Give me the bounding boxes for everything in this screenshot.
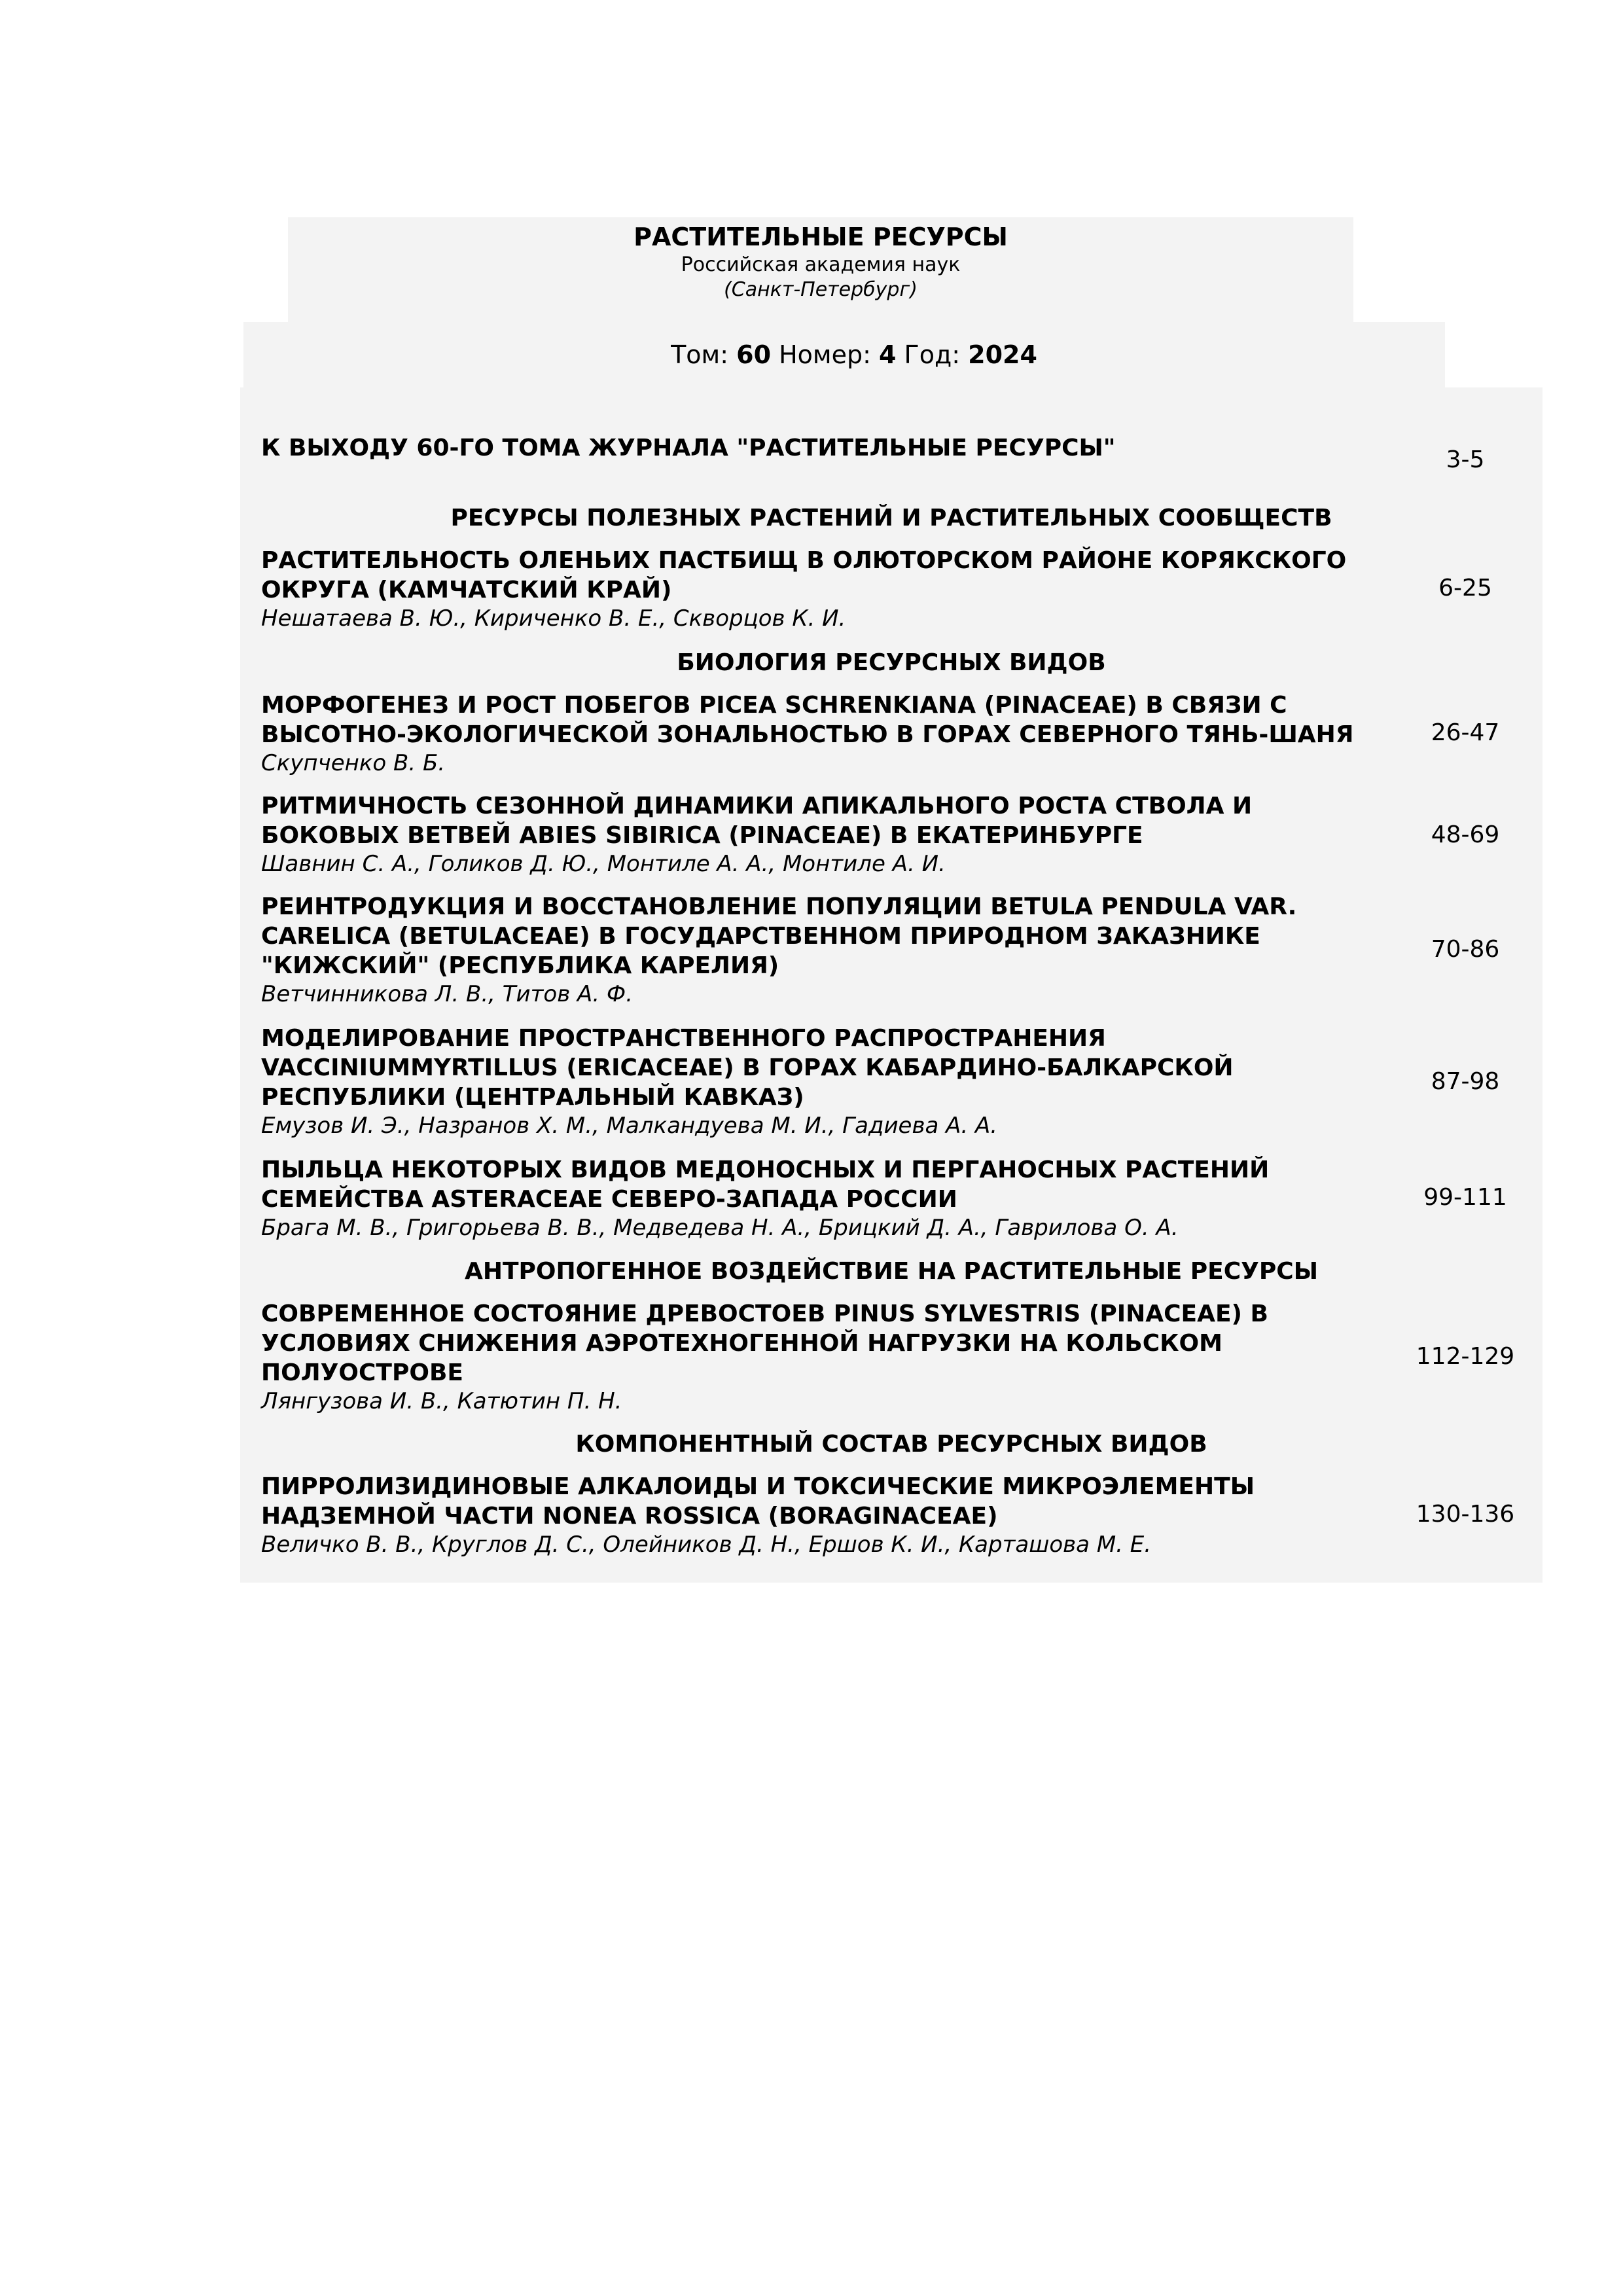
article-pages: 99-111 xyxy=(1423,1184,1507,1211)
article-pages: 130-136 xyxy=(1416,1501,1515,1528)
article-pages: 87-98 xyxy=(1431,1068,1500,1095)
organization: Российская академия наук xyxy=(681,253,961,276)
section-heading: БИОЛОГИЯ РЕСУРСНЫХ ВИДОВ xyxy=(677,649,1106,676)
section-heading: АНТРОПОГЕННОЕ ВОЗДЕЙСТВИЕ НА РАСТИТЕЛЬНЫЕ РЕСУРСЫ xyxy=(464,1258,1319,1285)
article-title: ПИРРОЛИЗИДИНОВЫЕ АЛКАЛОИДЫ И ТОКСИЧЕСКИЕ МИКРОЭЛЕМЕНТЫ НАДЗЕМНОЙ ЧАСТИ NONEA ROSSICA (BORAGINACEAE) xyxy=(261,1473,1255,1530)
article-title: РЕИНТРОДУКЦИЯ И ВОССТАНОВЛЕНИЕ ПОПУЛЯЦИИ BETULA PENDULA VAR. CARELICA (BETULACEAE) В ГОСУДАРСТВЕННОМ ПРИРОДНОМ ЗАКАЗНИКЕ "КИЖСКИЙ" (РЕСПУБЛИКА КАРЕЛИЯ) xyxy=(261,893,1297,979)
toc-entry[interactable] xyxy=(261,1155,1507,1242)
article-authors: Емузов И. Э., Назранов Х. М., Малкандуева М. И., Гадиева А. А. xyxy=(261,1113,998,1139)
toc-entry[interactable] xyxy=(261,1024,1500,1139)
article-authors: Шавнин С. А., Голиков Д. Ю., Монтиле А. А., Монтиле А. И. xyxy=(261,851,946,877)
issue-info xyxy=(243,322,1445,387)
article-title: РАСТИТЕЛЬНОСТЬ ОЛЕНЬИХ ПАСТБИЩ В ОЛЮТОРСКОМ РАЙОНЕ КОРЯКСКОГО ОКРУГА (КАМЧАТСКИЙ КРАЙ) xyxy=(261,547,1347,603)
volume-label: Том: xyxy=(671,340,729,369)
article-authors: Величко В. В., Круглов Д. С., Олейников Д. Н., Ершов К. И., Карташова М. Е. xyxy=(261,1532,1152,1558)
article-title: ПЫЛЬЦА НЕКОТОРЫХ ВИДОВ МЕДОНОСНЫХ И ПЕРГАНОСНЫХ РАСТЕНИЙ СЕМЕЙСТВА ASTERACEAE СЕВЕРО-ЗАПАДА РОССИИ xyxy=(261,1157,1270,1213)
journal-title: РАСТИТЕЛЬНЫЕ РЕСУРСЫ xyxy=(633,223,1008,251)
article-authors: Ветчинникова Л. В., Титов А. Ф. xyxy=(261,981,633,1007)
year-label: Год: xyxy=(904,340,961,369)
toc-entry[interactable] xyxy=(261,546,1491,632)
article-pages: 6-25 xyxy=(1438,575,1492,601)
journal-header xyxy=(288,217,1353,322)
article-authors: Брага М. В., Григорьева В. В., Медведева Н. А., Брицкий Д. А., Гаврилова О. А. xyxy=(261,1215,1179,1241)
year-value: 2024 xyxy=(968,340,1037,369)
section-heading: КОМПОНЕНТНЫЙ СОСТАВ РЕСУРСНЫХ ВИДОВ xyxy=(575,1431,1207,1458)
city: (Санкт-Петербург) xyxy=(724,278,918,301)
article-pages: 48-69 xyxy=(1431,821,1500,848)
toc-entry[interactable] xyxy=(261,1299,1515,1415)
article-pages: 112-129 xyxy=(1416,1343,1515,1370)
article-authors: Скупченко В. Б. xyxy=(261,750,446,776)
toc-entry[interactable] xyxy=(261,1472,1515,1558)
article-title: К ВЫХОДУ 60-ГО ТОМА ЖУРНАЛА "РАСТИТЕЛЬНЫЕ РЕСУРСЫ" xyxy=(261,435,1116,461)
article-authors: Нешатаева В. Ю., Кириченко В. Е., Скворцов К. И. xyxy=(261,605,846,632)
toc-entry[interactable] xyxy=(261,791,1500,878)
article-authors: Лянгузова И. В., Катютин П. Н. xyxy=(261,1388,622,1414)
section-heading: РЕСУРСЫ ПОЛЕЗНЫХ РАСТЕНИЙ И РАСТИТЕЛЬНЫХ СООБЩЕСТВ xyxy=(450,505,1332,531)
article-title: РИТМИЧНОСТЬ СЕЗОННОЙ ДИНАМИКИ АПИКАЛЬНОГО РОСТА СТВОЛА И БОКОВЫХ ВЕТВЕЙ ABIES SIBIRICA (PINACEAE) В ЕКАТЕРИНБУРГЕ xyxy=(261,793,1253,849)
article-title: МОДЕЛИРОВАНИЕ ПРОСТРАНСТВЕННОГО РАСПРОСТРАНЕНИЯ VACCINIUMMYRTILLUS (ERICACEAE) В ГОРАХ КАБАРДИНО-БАЛКАРСКОЙ РЕСПУБЛИКИ (ЦЕНТРАЛЬНЫЙ КАВКАЗ) xyxy=(261,1025,1234,1111)
article-pages: 26-47 xyxy=(1431,719,1500,746)
article-title: СОВРЕМЕННОЕ СОСТОЯНИЕ ДРЕВОСТОЕВ PINUS SYLVESTRIS (PINACEAE) В УСЛОВИЯХ СНИЖЕНИЯ АЭРОТЕХНОГЕННОЙ НАГРУЗКИ НА КОЛЬСКОМ ПОЛУОСТРОВЕ xyxy=(261,1300,1268,1386)
article-pages: 3-5 xyxy=(1446,446,1485,473)
issue-label: Номер: xyxy=(779,340,871,369)
volume-value: 60 xyxy=(736,340,772,369)
article-pages: 70-86 xyxy=(1431,936,1500,963)
table-of-contents xyxy=(240,387,1543,1583)
article-title: МОРФОГЕНЕЗ И РОСТ ПОБЕГОВ PICEA SCHRENKIANA (PINACEAE) В СВЯЗИ С ВЫСОТНО-ЭКОЛОГИЧЕСКОЙ ЗОНАЛЬНОСТЬЮ В ГОРАХ СЕВЕРНОГО ТЯНЬ-ШАНЯ xyxy=(261,692,1354,748)
issue-value: 4 xyxy=(879,340,897,369)
toc-entry-intro[interactable] xyxy=(261,433,1491,473)
toc-entry[interactable] xyxy=(261,892,1500,1008)
toc-entry[interactable] xyxy=(261,691,1500,777)
